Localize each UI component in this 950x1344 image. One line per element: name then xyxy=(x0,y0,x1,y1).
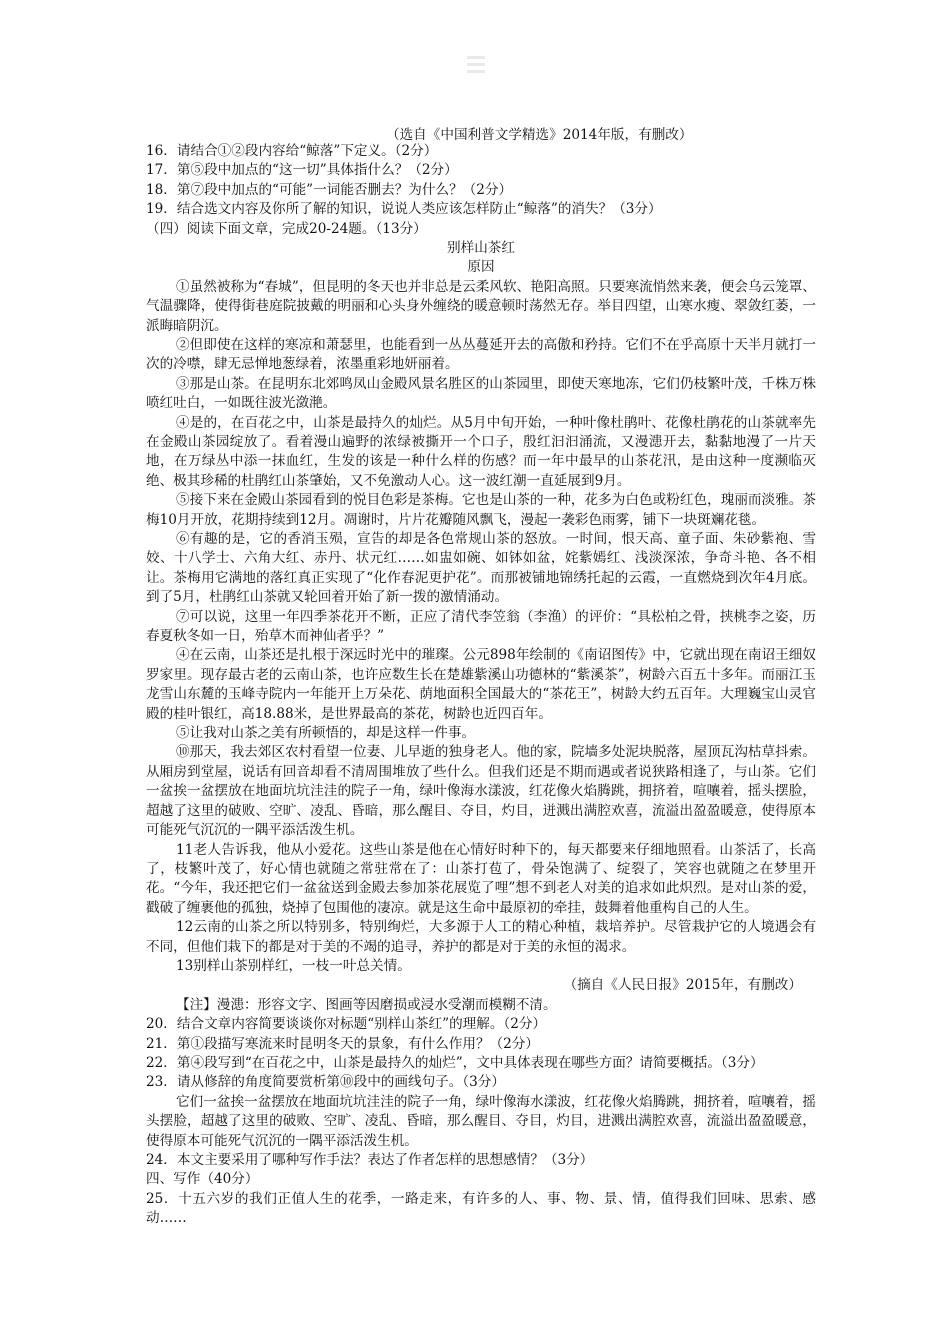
source-citation-top: （选自《中国利普文学精选》2014年版，有删改） xyxy=(386,127,693,143)
article-title: 别样山茶红 xyxy=(447,239,515,256)
question-23: 23．请从修辞的角度简要赏析第⑩段中的画线句子。（3分） xyxy=(146,1074,505,1091)
source-citation-bottom: （摘自《人民日报》2015年，有删改） xyxy=(563,977,802,994)
paragraph-1: ①虽然被称为“春城”，但昆明的冬天也并非总是云柔风软、艳阳高照。只要寒流悄然来袭，便会乌云笼罩、气温骤降，使得街巷庭院披戴的明丽和心头身外缠绕的暖意顿时荡然无存。举目四望，山寒水瘦、翠敛红萎，一派晦暗阴沉。 xyxy=(146,278,816,334)
paragraph-7: ⑦可以说，这里一年四季茶花开不断，正应了清代李笠翁（李渔）的评价：“具松柏之骨，挟桃李之姿，历春夏秋冬如一日，殆草木而神仙者乎？” xyxy=(146,608,816,645)
question-19: 19．结合选文内容及你所了解的知识，说说人类应该怎样防止“鲸落”的消失？（3分） xyxy=(146,201,662,218)
question-25: 25．十五六岁的我们正值人生的花季，一路走来，有许多的人、事、物、景、情，值得我们回味、思索、感动…… xyxy=(146,1190,816,1227)
annotation-note: 【注】漫漶：形容文字、图画等因磨损或浸水受潮而模糊不清。 xyxy=(176,996,557,1013)
question-20: 20．结合文章内容简要谈谈你对标题“别样山茶红”的理解。（2分） xyxy=(146,1016,547,1033)
section-writing: 四、写作（40分） xyxy=(146,1171,259,1188)
question-16: 16．请结合①②段内容给“鲸落”下定义。（2分） xyxy=(146,143,438,159)
question-22: 22．第④段写到“在百花之中，山茶是最持久的灿烂”，文中具体表现在哪些方面？请简要概括。（3分） xyxy=(146,1054,764,1071)
paragraph-5: ⑤接下来在金殿山茶园看到的悦目色彩是茶梅。它也是山茶的一种，花多为白色或粉红色，瑰丽而淡雅。茶梅10月开放，花期持续到12月。凋谢时，片片花瓣随风飘飞，漫起一袭彩色雨雾，铺下一块斑斓花毯。 xyxy=(146,492,816,528)
paragraph-3: ③那是山茶。在昆明东北郊鸣凤山金殿风景名胜区的山茶园里，即使天寒地冻，它们仍枝繁叶茂，千株万株喷红吐白，一如既往波光潋滟。 xyxy=(146,375,816,412)
question-21: 21．第①段描写寒流来时昆明冬天的景象，有什么作用？（2分） xyxy=(146,1035,539,1052)
paragraph-12: 12云南的山茶之所以特别多，特别绚烂，大多源于人工的精心种植，栽培养护。尽管栽护它的人境遇会有不同，但他们栽下的都是对于美的不竭的追寻，养护的都是对于美的永恒的渴求。 xyxy=(146,919,816,955)
paragraph-8: ④在云南，山茶还是扎根于深远时光中的璀璨。公元898年绘制的《南诏图传》中，它就出现在南诏王细奴罗家里。现存最古老的云南山茶，也许应数生长在楚雄紫溪山功德林的“紫溪茶”，树龄六百五十多年。而丽江玉龙雪山东麓的玉峰寺院内一年能开上万朵花、荫地面积全国最大的“茶花王”，树龄大约五百年。大理巍宝山灵官殿的桂叶银红，高18.88米，是世界最高的茶花，树龄也近四百年。 xyxy=(146,647,816,722)
question-24: 24．本文主要采用了哪种写作手法？表达了作者怎样的思想感情？（3分） xyxy=(146,1151,594,1168)
document-body xyxy=(146,142,816,1229)
paragraph-2: ②但即使在这样的寒凉和萧瑟里，也能看到一丛丛蔓延开去的高傲和矜持。它们不在乎高原十天半月就打一次的冷噤，肆无忌惮地葱绿着，浓墨重彩地妍丽着。 xyxy=(146,336,816,373)
paragraph-6: ⑥有趣的是，它的香消玉殒，宣告的却是各色常规山茶的怒放。一时间，恨天高、童子面、朱砂紫袍、雪姣、十八学士、六角大红、赤丹、状元红……如盅如碗、如钵如盆，姹紫嫣红、浅淡深浓，争奇斗艳、各不相让。茶梅用它满地的落红真正实现了“化作春泥更护花”。而那被铺地锦绣托起的云霞，一直燃烧到次年4月底。到了5月，杜鹃红山茶就又轮回着开始了新一拨的激情涌动。 xyxy=(146,531,816,606)
article-author: 原因 xyxy=(467,259,495,276)
paragraph-9: ⑤让我对山茶之美有所顿悟的，却是这样一件事。 xyxy=(176,725,476,742)
paragraph-10: ⑩那天，我去郊区农村看望一位妻、儿早逝的独身老人。他的家，院墙多处泥块脱落，屋顶瓦沟枯草抖索。从厢房到堂屋，说话有回音却看不清周围堆放了些什么。但我们还是不期而遇或者说狭路相逢了，与山茶。它们一盆挨一盆摆放在地面坑坑洼洼的院子一角，绿叶像海水漾波，红花像火焰腾跳，拥挤着，喧嚷着，摇头摆脸，超越了这里的破败、空旷、凌乱、昏暗，那么醒目、夺目，灼目，迸溅出满腔欢喜，流溢出盈盈暖意，使得原本可能死气沉沉的一隅平添活泼生机。 xyxy=(146,744,816,839)
paragraph-4: ④是的，在百花之中，山茶是最持久的灿烂。从5月中旬开始，一种叶像杜鹃叶、花像杜鹃花的山茶就率先在金殿山茶园绽放了。看着漫山遍野的浓绿被撕开一个口子，殷红汩汩涌流，又漫漶开去，黏黏地漫了一片天地，在万绿丛中添一抹血红，生发的该是一种什么样的伤感？而一年中最早的山茶花汛，是由这种一度濒临灭绝、极其珍稀的杜鹃红山茶肇始，又不免激动人心。这一波红潮一直延展到9月。 xyxy=(146,414,816,489)
question-17: 17．第⑤段中加点的“这一切”具体指什么？（2分） xyxy=(146,162,458,179)
paragraph-11: 11老人告诉我，他从小爱花。这些山茶是他在心情好时种下的，每天都要来仔细地照看。山茶活了，长高了，枝繁叶茂了，好心情也就随之常驻常在了：山茶打苞了，骨朵饱满了、绽裂了，笑容也就随之在梦里开花。“今年，我还把它们一盆盆送到金殿去参加茶花展览了哩”想不到老人对美的追求如此炽烈。是对山茶的爱，戳破了缠裹他的孤独，烧掉了包围他的凄凉。就是这生命中最原初的牵挂，鼓舞着他重构自己的人生。 xyxy=(146,841,816,916)
question-18: 18．第⑦段中加点的“可能”一词能否删去？为什么？（2分） xyxy=(146,181,513,198)
quoted-passage: 它们一盆挨一盆摆放在地面坑坑洼洼的院子一角，绿叶像海水漾波，红花像火焰腾跳，拥挤着，喧嚷着，摇头摆脸，超越了这里的破败、空旷、凌乱、昏暗，那么醒目、夺目，灼目，进溅出满腔欢喜，流溢出盈盈暖意，使得原本可能死气沉沉的一隅平添活泼生机。 xyxy=(146,1093,816,1149)
watermark-icon xyxy=(463,52,489,78)
section-four-intro: （四）阅读下面文章，完成20-24题。（13分） xyxy=(146,220,427,237)
paragraph-13: 13别样山茶别样红，一枝一叶总关情。 xyxy=(176,957,411,974)
